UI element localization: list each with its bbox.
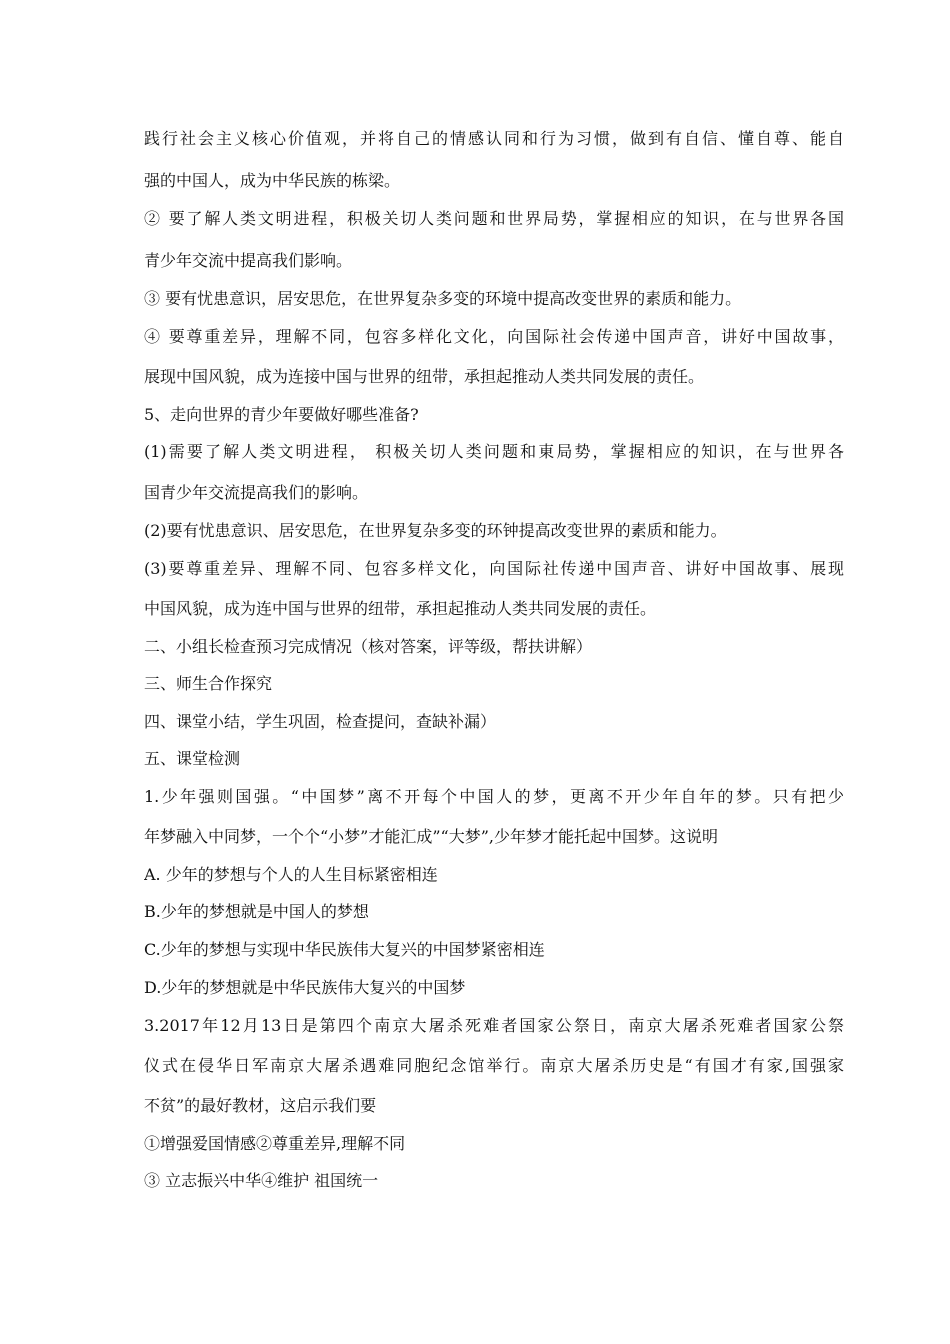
text-line: 展现中国风貌，成为连接中国与世界的纽带，承担起推动人类共同发展的责任。 — [144, 367, 705, 386]
text-line: ④ 要尊重差异，理解不同，包容多样化文化，向国际社会传递中国声音，讲好中国故事， — [144, 327, 844, 346]
text-line: (3)要尊重差异、理解不同、包容多样文化，向国际社传递中国声音、讲好中国故事、展现 — [144, 559, 844, 578]
answer-option: A. 少年的梦想与个人的人生目标紧密相连 — [144, 865, 438, 884]
text-line: 青少年交流中提高我们影响。 — [144, 251, 353, 270]
question-text: 仪式在侵华日军南京大屠杀遇难同胞纪念馆举行。南京大屠杀历史是“有国才有家,国强家 — [144, 1056, 844, 1075]
question-text: 1.少年强则国强。“中国梦”离不开每个中国人的梦，更离不开少年自年的梦。只有把少 — [144, 787, 844, 806]
answer-option: D.少年的梦想就是中华民族伟大复兴的中国梦 — [144, 978, 466, 997]
answer-option: B.少年的梦想就是中国人的梦想 — [144, 902, 369, 921]
text-line: 中国风貌，成为连中国与世界的纽带，承担起推动人类共同发展的责任。 — [144, 599, 657, 618]
question-text: 不贫”的最好教材，这启示我们要 — [144, 1096, 377, 1115]
text-line: ③ 要有忧患意识，居安思危，在世界复杂多变的环境中提高改变世界的素质和能力。 — [144, 289, 742, 308]
answer-option: ①增强爱国情感②尊重差异,理解不同 — [144, 1134, 406, 1153]
text-line: 国青少年交流提高我们的影响。 — [144, 483, 369, 502]
section-heading: 二、小组长检查预习完成情况（核对答案，评等级，帮扶讲解） — [144, 637, 593, 656]
text-line: (1)需要了解人类文明进程， 积极关切人类问题和東局势，掌握相应的知识，在与世界各 — [144, 442, 844, 461]
answer-option: C.少年的梦想与实现中华民族伟大复兴的中国梦紧密相连 — [144, 940, 545, 959]
section-heading: 5、走向世界的青少年要做好哪些准备? — [144, 405, 419, 424]
question-text: 3.2017年12月13日是第四个南京大屠杀死难者国家公祭日，南京大屠杀死难者国家公祭 — [144, 1016, 844, 1035]
text-line: 践行社会主义核心价值观，并将自己的情感认同和行为习惯，做到有自信、懂自尊、能自 — [144, 129, 844, 148]
text-line: ② 要了解人类文明进程，积极关切人类问题和世界局势，掌握相应的知识，在与世界各国 — [144, 209, 844, 228]
answer-option: ③ 立志振兴中华④维护 祖国统一 — [144, 1171, 379, 1190]
section-heading: 三、师生合作探究 — [144, 674, 273, 693]
question-text: 年梦融入中同梦，一个个“小梦”才能汇成”“大梦”,少年梦才能托起中国梦。这说明 — [144, 827, 718, 846]
section-heading: 五、课堂检测 — [144, 749, 241, 768]
text-line: (2)要有忧患意识、居安思危，在世界复杂多变的环钟提高改变世界的素质和能力。 — [144, 521, 727, 540]
text-line: 强的中国人，成为中华民族的栋梁。 — [144, 171, 401, 190]
section-heading: 四、课堂小结，学生巩固，检查提问，查缺补漏） — [144, 712, 497, 731]
